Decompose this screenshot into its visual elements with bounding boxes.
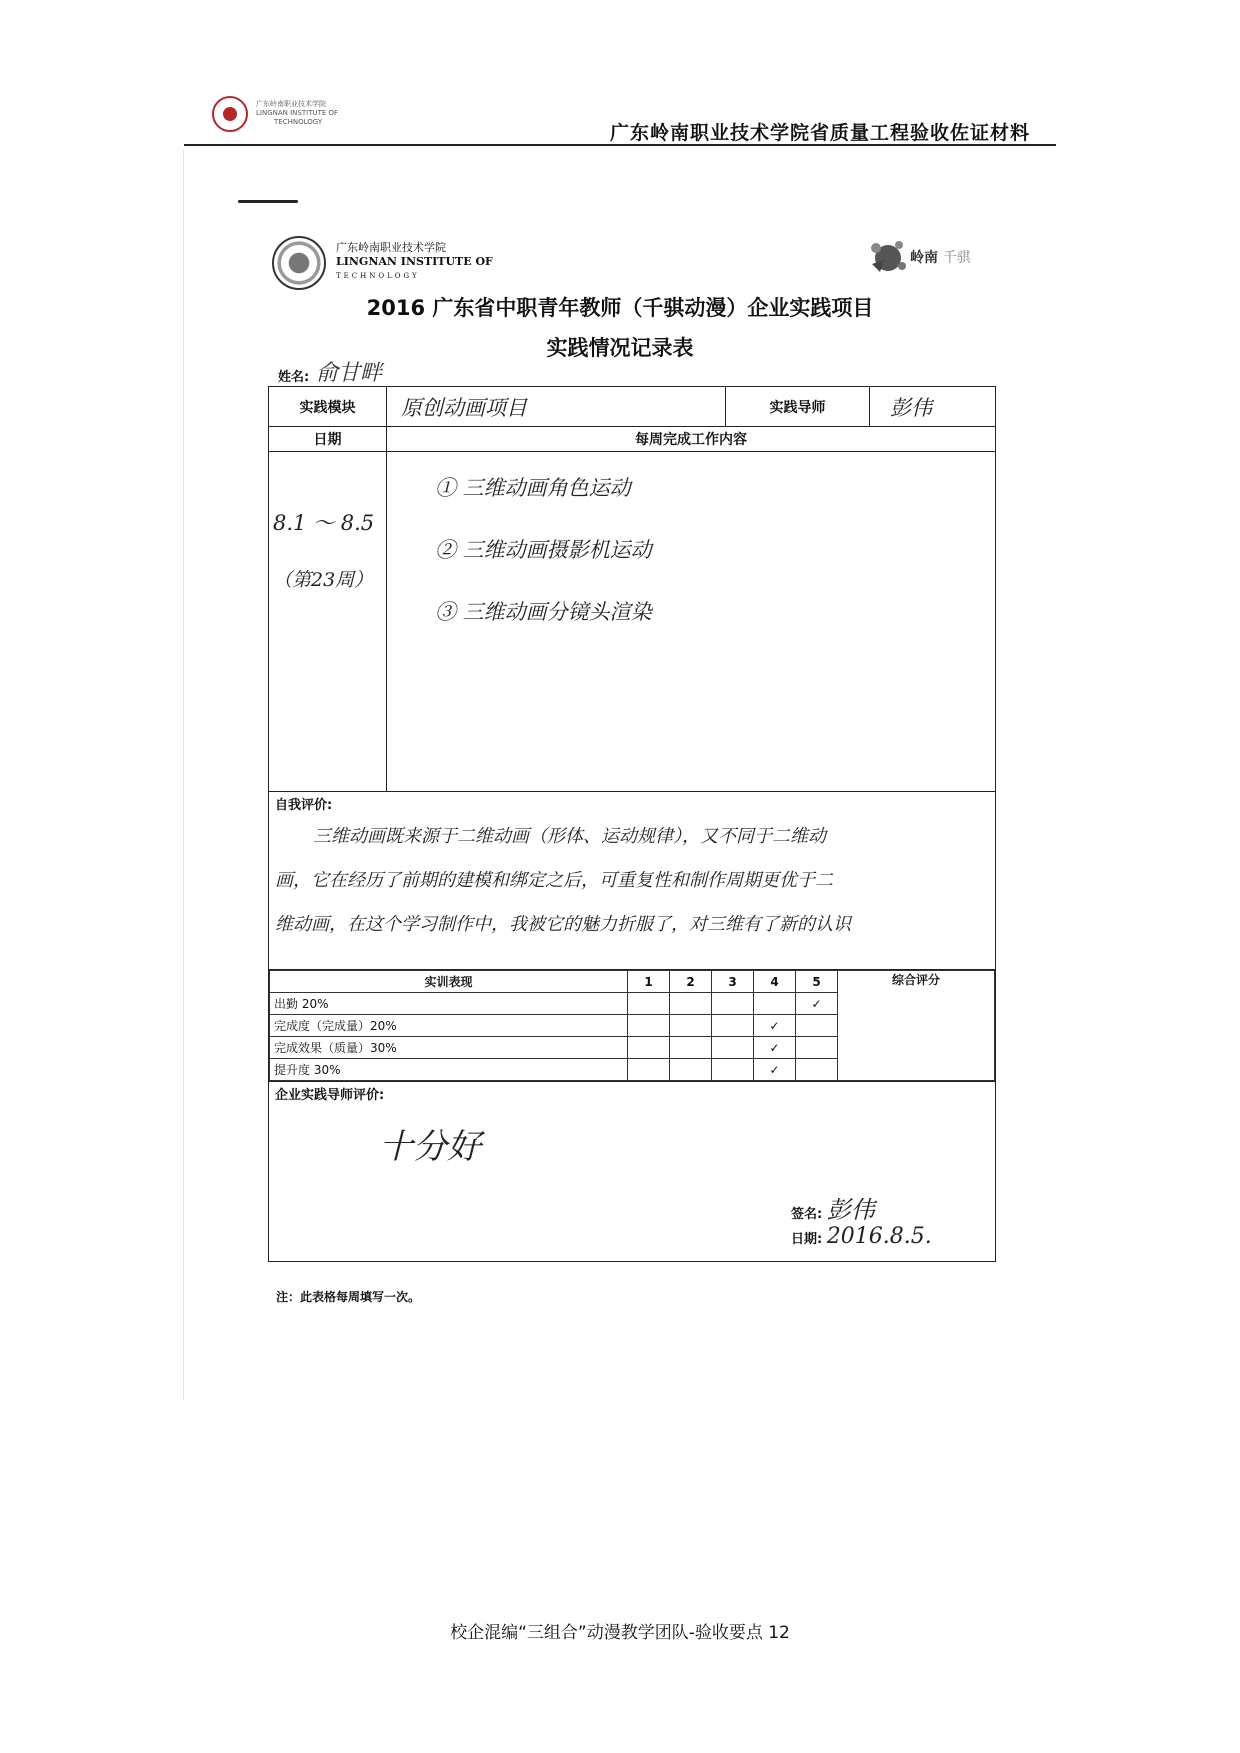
- score-check-cell: [670, 1059, 712, 1081]
- score-check-cell: [712, 1037, 754, 1059]
- mentor-label: 实践导师: [726, 387, 870, 427]
- score-check-cell: [712, 1059, 754, 1081]
- check-mark-icon: ✓: [796, 993, 838, 1015]
- scan-mark: [238, 200, 298, 203]
- header-org-name: [256, 100, 338, 127]
- score-check-cell: [628, 1037, 670, 1059]
- module-label: 实践模块: [269, 387, 387, 427]
- content-label: 每周完成工作内容: [387, 427, 996, 452]
- mentor-value-text: 彭伟: [890, 395, 932, 420]
- form-college-seal: [272, 236, 326, 290]
- header-org-en2: TECHNOLOGY: [274, 118, 323, 126]
- work-item-3: ③ 三维动画分镜头渲染: [435, 600, 652, 624]
- signature-row: [791, 1190, 875, 1225]
- form-note: 注：此表格每周填写一次。: [276, 1290, 421, 1304]
- form-org-cn: 广东岭南职业技术学院: [336, 241, 446, 254]
- partner-name: [910, 247, 971, 267]
- college-logo: [212, 96, 248, 132]
- check-mark-icon: ✓: [754, 1037, 796, 1059]
- score-check-cell: [796, 1015, 838, 1037]
- page-footer: 校企混编“三组合”动漫教学团队-验收要点 12: [450, 1623, 790, 1643]
- module-value: [387, 387, 726, 427]
- check-mark-icon: ✓: [754, 1015, 796, 1037]
- score-level-3: 3: [712, 971, 754, 993]
- module-value-text: 原创动画项目: [401, 395, 527, 420]
- work-item-2: ② 三维动画摄影机运动: [435, 538, 652, 562]
- signature-label: 签名:: [791, 1207, 823, 1222]
- self-eval-line-3: 维动画，在这个学习制作中，我被它的魅力折服了，对三维有了新的认识: [275, 914, 851, 935]
- score-check-cell: [796, 1059, 838, 1081]
- record-table: [268, 386, 996, 1262]
- partner-logo-icon: [866, 236, 908, 278]
- mentor-eval-label: 企业实践导师评价:: [275, 1088, 385, 1103]
- partner-name-light: 千骐: [942, 250, 971, 266]
- mentor-value: [870, 387, 996, 427]
- form-org-en: LINGNAN INSTITUTE OF: [336, 255, 493, 268]
- name-label: 姓名:: [278, 370, 310, 385]
- score-check-cell: [796, 1037, 838, 1059]
- score-check-cell: [670, 1037, 712, 1059]
- score-check-cell: [628, 1015, 670, 1037]
- sign-date-value: 2016.8.5.: [826, 1224, 932, 1249]
- score-check-cell: [670, 1015, 712, 1037]
- header-rule: [184, 144, 1056, 146]
- score-level-2: 2: [670, 971, 712, 993]
- self-eval-cell: [269, 792, 996, 970]
- name-value: 俞甘畔: [316, 361, 383, 386]
- partner-name-strong: 岭南: [910, 250, 938, 266]
- score-header: 实训表现: [270, 971, 628, 993]
- form-org-en2: TECHNOLOGY: [336, 272, 420, 280]
- score-check-cell: [754, 993, 796, 1015]
- form-title: 2016 广东省中职青年教师（千骐动漫）企业实践项目: [366, 296, 874, 320]
- score-check-cell: [628, 993, 670, 1015]
- overall-score-label: 综合评分: [838, 971, 995, 1081]
- self-eval-line-2: 画，它在经历了前期的建模和绑定之后，可重复性和制作周期更优于二: [275, 870, 833, 891]
- score-row-label: 完成度（完成量）20%: [270, 1015, 628, 1037]
- header-title: 广东岭南职业技术学院省质量工程验收佐证材料: [609, 122, 1030, 144]
- week-date: 8.1 ～ 8.5: [273, 511, 375, 535]
- self-eval-line-1: 三维动画既来源于二维动画（形体、运动规律），又不同于二维动: [313, 826, 826, 847]
- score-table: [269, 970, 995, 1081]
- score-level-1: 1: [628, 971, 670, 993]
- date-label: 日期: [269, 427, 387, 452]
- score-check-cell: [712, 1015, 754, 1037]
- self-eval-text: [269, 815, 995, 947]
- mentor-eval-text: 十分好: [379, 1127, 481, 1167]
- signature-value: 彭伟: [826, 1196, 875, 1224]
- score-row-label: 提升度 30%: [270, 1059, 628, 1081]
- score-row-label: 完成效果（质量）30%: [270, 1037, 628, 1059]
- score-cell: [269, 970, 996, 1082]
- score-check-cell: [712, 993, 754, 1015]
- sign-date-label: 日期:: [791, 1232, 823, 1247]
- work-item-1: ① 三维动画角色运动: [435, 476, 631, 500]
- score-level-5: 5: [796, 971, 838, 993]
- score-check-cell: [670, 993, 712, 1015]
- header-org-cn: 广东岭南职业技术学院: [256, 100, 326, 108]
- self-eval-label: 自我评价:: [275, 798, 333, 813]
- sign-date-row: [791, 1224, 932, 1249]
- mentor-eval-cell: [269, 1082, 996, 1262]
- week-date-cell: [269, 452, 387, 792]
- form-org-name: [336, 241, 493, 283]
- score-row-label: 出勤 20%: [270, 993, 628, 1015]
- form-subtitle: 实践情况记录表: [546, 336, 694, 360]
- score-level-4: 4: [754, 971, 796, 993]
- work-content-cell: [387, 452, 996, 792]
- header-org-en: LINGNAN INSTITUTE OF: [256, 109, 339, 117]
- week-number: （第23周）: [273, 569, 374, 591]
- score-check-cell: [628, 1059, 670, 1081]
- check-mark-icon: ✓: [754, 1059, 796, 1081]
